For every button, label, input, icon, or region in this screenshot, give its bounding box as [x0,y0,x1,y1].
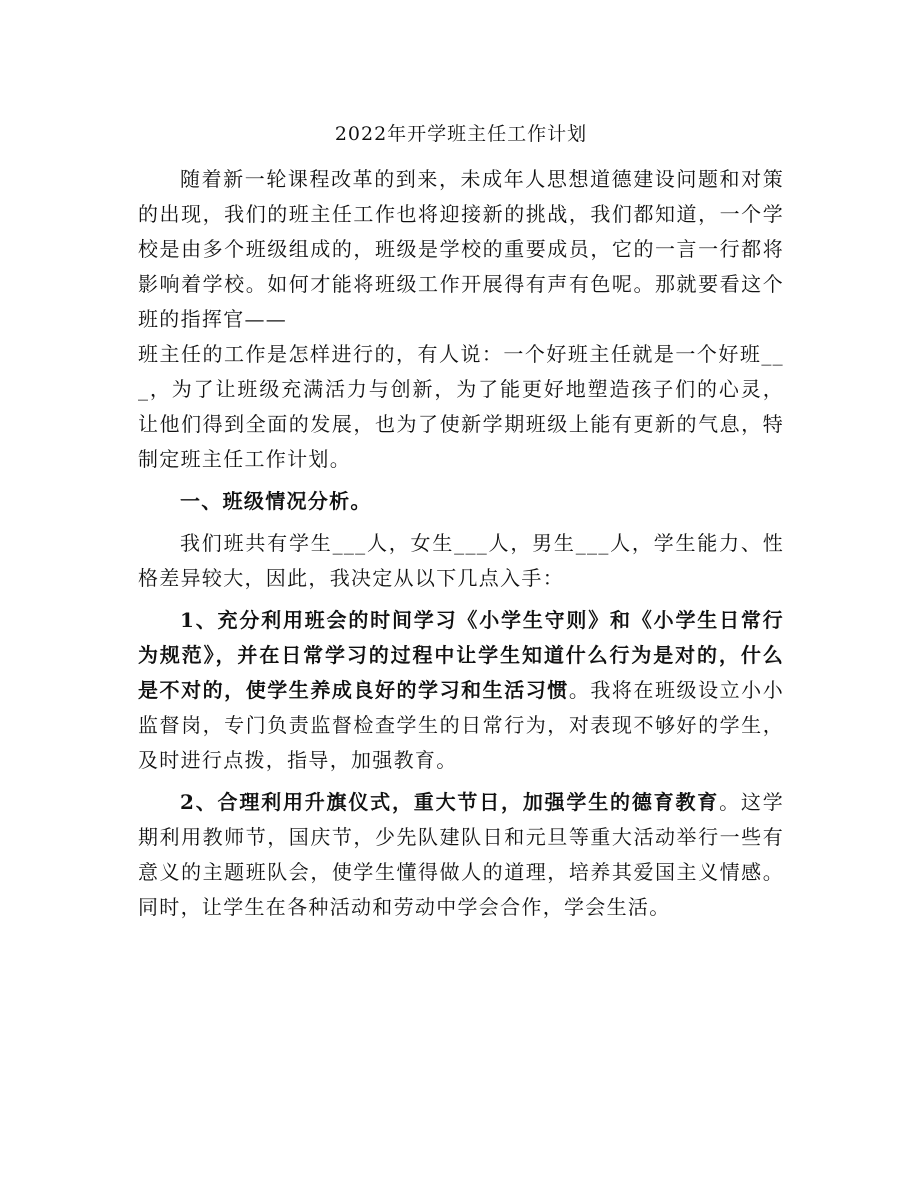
section-heading: 一、班级情况分析。 [180,489,372,513]
intro-paragraph: 随着新一轮课程改革的到来，未成年人思想道德建设问题和对策的出现，我们的班主任工作也将迎接新的挑战，我们都知道，一个学校是由多个班级组成的，班级是学校的重要成员，它的一言一行都将影响着学校。如何才能将班级工作开展得有声有色呢。那就要看这个班的指挥官—— [138,167,784,331]
list-item-1-emphasis: 1、充分利用班会的时间学习《小学生守则》和《小学生日常行为规范》，并在日常学习的过程中让学生知道什么行为是对的，什么是不对的，使学生养成良好的学习和生活习惯 [138,608,784,702]
list-item-1-text: 。我将在班级设立小小监督岗，专门负责监督检查学生的日常行为，对表现不够好的学生，及时进行点拨，指导，加强教育。 [138,678,785,772]
list-item-2 [138,785,784,925]
list-item-1 [138,603,784,778]
section-paragraph: 我们班共有学生___人，女生___人，男生___人，学生能力、性格差异较大，因此，我决定从以下几点入手： [138,531,784,590]
intro-paragraph-continued: 班主任的工作是怎样进行的，有人说：一个好班主任就是一个好班___，为了让班级充满活力与创新，为了能更好地塑造孩子们的心灵，让他们得到全面的发展，也为了使新学期班级上能有更新的气息，特制定班主任工作计划。 [138,342,784,471]
document-body [138,118,784,925]
document-title: 2022年开学班主任工作计划 [334,123,588,145]
list-item-2-text: 。这学期利用教师节，国庆节，少先队建队日和元旦等重大活动举行一些有意义的主题班队会，使学生懂得做人的道理，培养其爱国主义情感。同时，让学生在各种活动和劳动中学会合作，学会生活。 [138,790,784,919]
list-item-2-emphasis: 2、合理利用升旗仪式，重大节日，加强学生的德育教育 [180,790,720,814]
